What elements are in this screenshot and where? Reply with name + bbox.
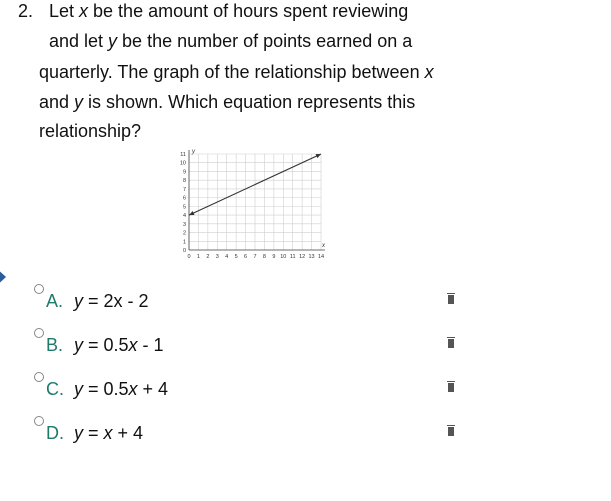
choice-d-letter: D.	[46, 423, 64, 443]
choice-d-radio[interactable]	[34, 416, 44, 426]
x-tick-label: 1	[196, 254, 200, 260]
x-tick-labels	[187, 254, 324, 260]
x-tick-label: 9	[272, 254, 276, 260]
y-tick-label: 3	[182, 221, 186, 228]
choice-a[interactable]	[34, 286, 594, 312]
x-tick-label: 0	[187, 254, 191, 260]
choice-a-equation: y = 2x - 2	[74, 291, 149, 311]
choice-b-radio[interactable]	[34, 328, 44, 338]
x-tick-label: 7	[253, 254, 257, 260]
x-tick-label: 8	[262, 254, 266, 260]
graph-svg	[170, 146, 330, 272]
choice-a-letter: A.	[46, 291, 64, 311]
choice-b-equation: y = 0.5x - 1	[74, 335, 164, 355]
x-tick-label: 11	[289, 254, 296, 260]
choice-b[interactable]	[34, 330, 594, 356]
question-text-line-1: Let x be the amount of hours spent reviewing	[49, 1, 409, 21]
question-text-line-2: and let y be the number of points earned on a	[49, 31, 413, 51]
choice-d-trash-icon[interactable]	[448, 427, 454, 436]
x-axis-label: x	[322, 243, 325, 249]
y-tick-label: 8	[182, 178, 186, 185]
y-tick-label: 0	[182, 248, 186, 254]
y-tick-label: 5	[182, 204, 186, 211]
question-text-line-5: relationship?	[39, 121, 142, 141]
x-tick-label: 4	[225, 254, 229, 260]
y-tick-label: 6	[182, 195, 186, 202]
choice-d[interactable]	[34, 418, 594, 444]
choice-a-radio[interactable]	[34, 284, 44, 294]
choice-c-equation: y = 0.5x + 4	[74, 379, 169, 399]
choice-d-equation: y = x + 4	[74, 423, 144, 443]
choice-b-trash-icon[interactable]	[448, 339, 454, 348]
x-tick-label: 5	[234, 254, 238, 260]
choice-b-letter: B.	[46, 335, 64, 355]
choice-a-trash-icon[interactable]	[448, 295, 454, 304]
y-tick-label: 2	[182, 230, 186, 237]
y-tick-label: 7	[182, 186, 186, 193]
choice-c-letter: C.	[46, 379, 64, 399]
x-tick-label: 6	[244, 254, 248, 260]
x-tick-label: 12	[299, 254, 306, 260]
y-tick-label: 11	[180, 152, 186, 158]
question-marker-arrow	[0, 266, 6, 288]
y-tick-label: 10	[179, 160, 186, 167]
y-tick-label: 1	[182, 239, 186, 246]
x-tick-label: 13	[308, 254, 315, 260]
x-tick-label: 3	[215, 254, 219, 260]
x-tick-label: 10	[280, 254, 287, 260]
question-number: 2.	[18, 1, 34, 21]
graph-axes	[189, 150, 325, 250]
x-tick-label: 2	[206, 254, 210, 260]
y-axis-label: y	[192, 149, 195, 155]
question-text-line-4: and y is shown. Which equation represents this	[39, 92, 416, 112]
y-tick-label: 4	[182, 213, 186, 220]
linear-graph	[170, 146, 330, 272]
choice-c-radio[interactable]	[34, 372, 44, 382]
choice-c-trash-icon[interactable]	[448, 383, 454, 392]
graph-grid	[189, 154, 321, 250]
y-tick-label: 9	[182, 169, 186, 176]
choice-c[interactable]	[34, 374, 594, 400]
y-tick-labels	[180, 152, 186, 254]
x-tick-label: 14	[317, 254, 325, 260]
question-text-line-3: quarterly. The graph of the relationship between x	[39, 62, 434, 82]
